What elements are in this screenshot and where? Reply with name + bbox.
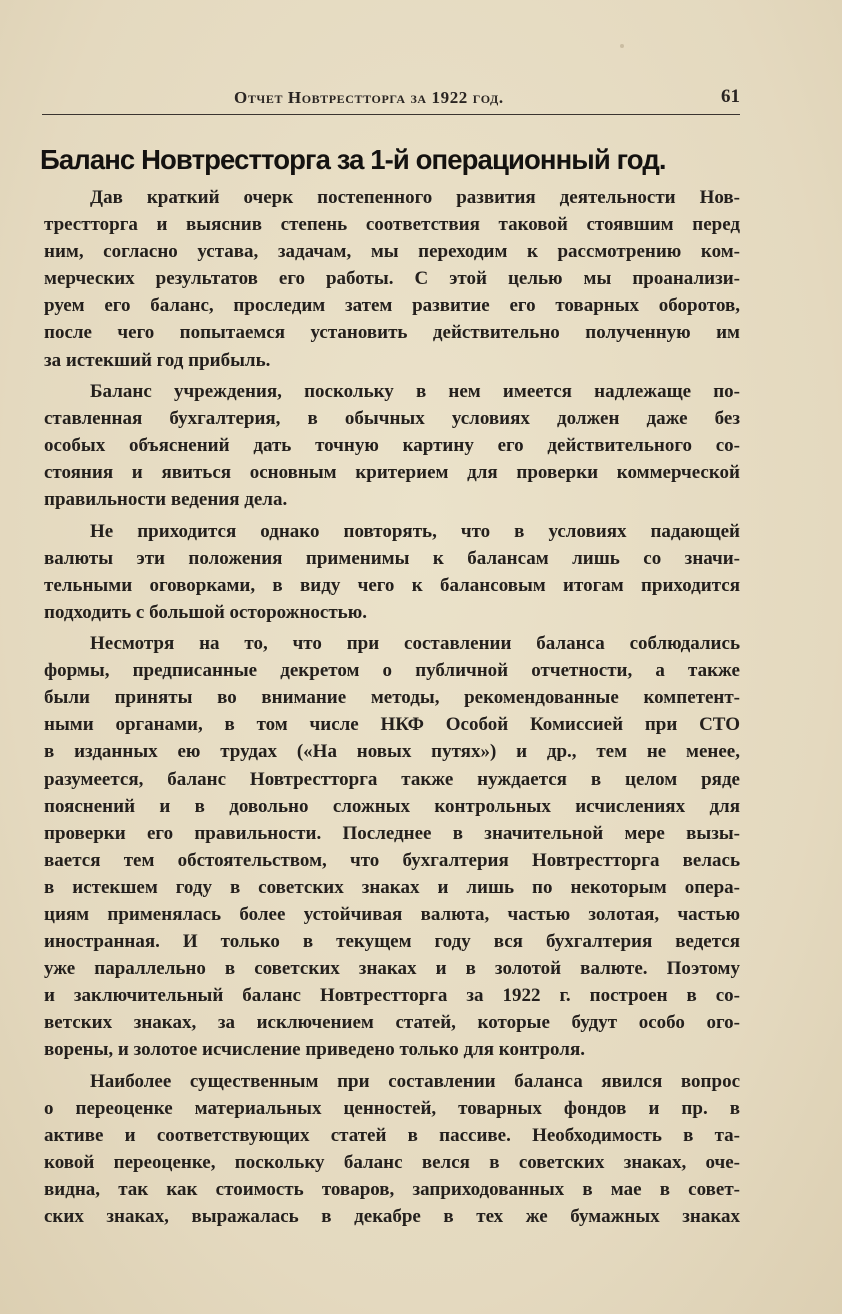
text-line: Несмотря на то, что при составлении баланса соблюдались [90,633,740,655]
text-line: проверки его правильности. Последнее в значительной мере вызы- [44,822,740,844]
text-line: активе и соответствующих статей в пассиве. Необходимость в та- [44,1124,740,1146]
text-line: пояснений и в довольно сложных контрольных исчислениях для [44,795,740,817]
paragraph [44,378,740,513]
text-line: Баланс учреждения, поскольку в нем имеется надлежаще по- [90,380,740,402]
text-line: уже параллельно в советских знаках и в золотой валюте. Поэтому [44,958,740,980]
text-line: формы, предписанные декретом о публичной отчетности, а также [44,660,740,682]
text-line: ним, согласно устава, задачам, мы переходим к рассмотрению ком- [44,241,740,263]
text-line: были приняты во внимание методы, рекомендованные компетент- [44,687,740,709]
text-line: подходить с большой осторожностью. [44,601,367,623]
text-line: Наиболее существенным при составлении баланса явился вопрос [90,1070,740,1092]
text-line: ворены, и золотое исчисление приведено только для контроля. [44,1039,585,1061]
page-header [44,84,740,114]
text-line: после чего попытаемся установить действительно полученную им [44,322,740,344]
text-line: Не приходится однако повторять, что в условиях падающей [90,520,740,542]
text-line: за истекший год прибыль. [44,349,271,371]
text-line: и заключительный баланс Новтрестторга за 1922 г. построен в со- [44,985,740,1007]
text-line: особых объяснений дать точную картину его действительного со- [44,435,740,457]
text-line: в истекшем году в советских знаках и лишь по некоторым опера- [44,876,740,898]
section-heading: Баланс Новтрестторга за 1-й операционный год. [40,144,666,175]
text-line: вается тем обстоятельством, что бухгалтерия Новтрестторга велась [44,849,740,871]
paragraph [44,630,740,1064]
text-line: о переоценке материальных ценностей, товарных фондов и пр. в [44,1097,740,1119]
text-line: руем его баланс, проследим затем развитие его товарных оборотов, [44,295,740,317]
text-line: разумеется, баланс Новтрестторга также нуждается в целом ряде [44,768,740,790]
text-line: валюты эти положения применимы к балансам лишь со значи- [44,547,740,569]
page-number: 61 [721,86,740,107]
text-line: ветских знаках, за исключением статей, которые будут особо ого- [44,1012,740,1034]
running-title: Отчет Новтрестторга за 1922 год. [234,88,504,107]
text-line: стояния и явиться основным критерием для проверки коммерческой [44,462,740,484]
text-line: видна, так как стоимость товаров, заприходованных в мае в совет- [44,1179,740,1201]
paper-speck [620,44,624,48]
body-text [44,184,740,1235]
text-line: ковой переоценке, поскольку баланс велся в советских знаках, оче- [44,1152,740,1174]
text-line: циям применялась более устойчивая валюта, частью золотая, частью [44,904,740,925]
text-line: ставленная бухгалтерия, в обычных условиях должен даже без [44,407,740,429]
text-line: мерческих результатов его работы. С этой целью мы проанализи- [44,268,740,290]
text-line: Дав краткий очерк постепенного развития деятельности Нов- [90,187,740,208]
text-line: ными органами, в том числе НКФ Особой Комиссией при СТО [44,714,740,736]
paragraph [44,1068,740,1231]
paragraph [44,518,740,626]
paragraph [44,184,740,374]
text-line: трестторга и выяснив степень соответствия таковой стоявшим перед [44,214,740,236]
text-line: иностранная. И только в текущем году вся бухгалтерия ведется [44,931,740,953]
text-line: тельными оговорками, в виду чего к балансовым итогам приходится [44,574,740,596]
text-line: ских знаках, выражалась в декабре в тех же бумажных знаках [44,1206,740,1228]
text-line: в изданных ею трудах («На новых путях») и др., тем не менее, [44,741,740,763]
header-rule [42,114,740,115]
text-line: правильности ведения дела. [44,489,288,511]
